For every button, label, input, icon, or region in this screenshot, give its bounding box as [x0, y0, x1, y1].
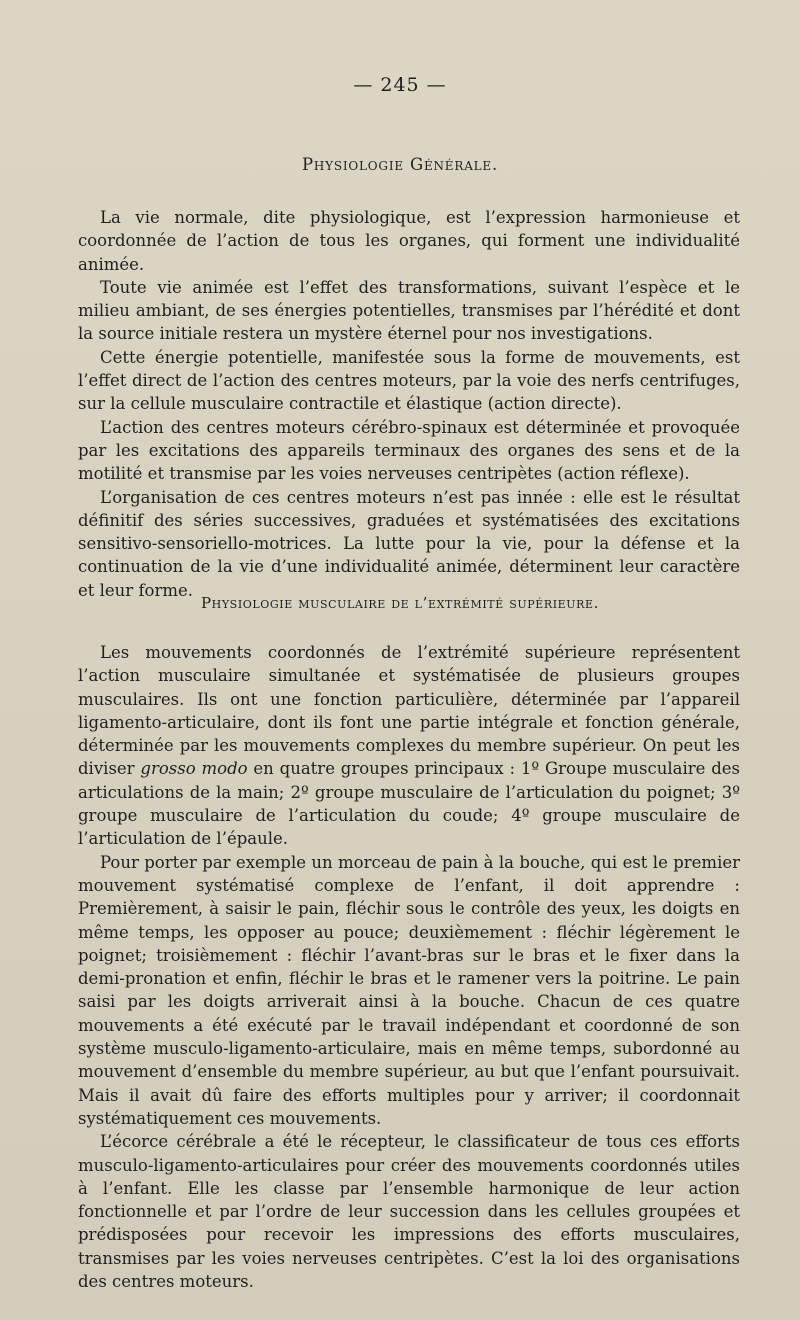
paragraph: La vie normale, dite physiologique, est l’expression harmonieuse et coordonnée de l’action de tous les organes, qui forment une individualité animée. — [78, 208, 740, 274]
paragraph: Pour porter par exemple un morceau de pain à la bouche, qui est le premier mouvement systématisé complexe de l’enfant, il doit apprendre : Premièrement, à saisir le pain, fléchir sous le contrôle des yeux, les doigts en même temps, les opposer au pouce; deuxièmement : fléchir légèrement le poignet; troisièmement : fléchir l’avant-bras sur le bras et le fixer dans la demi-pronation et enfin, fléchir le bras et le ramener vers la poitrine. Le pain saisi par les doigts arriverait ainsi à la bouche. Chacun de ces quatre mouvements a été exécuté par le travail indépendant et coordonné de son système musculo-ligamento-articulaire, mais en même temps, subordonné au mouvement d’ensemble du membre supérieur, au but que l’enfant poursuivait. Mais il avait dû faire des efforts multiples pour y arriver; il coordonnait systématiquement ces mouvements. — [78, 852, 740, 1128]
page-number: — 245 — — [353, 74, 447, 96]
paragraph: L’action des centres moteurs cérébro-spinaux est déterminée et provoquée par les excitations des appareils terminaux des organes des sens et de la motilité et transmise par les voies nerveuses centripètes (action réflexe). — [78, 417, 740, 484]
section-title-physiologie-generale: Physiologie Générale. — [301, 155, 499, 174]
paragraph-text: Les mouvements coordonnés de l’extrémité supérieure représentent l’action musculaire simultanée et systématisée de plusieurs groupes musculaires. Ils ont une fonction particulière, déterminée par l’appareil ligamento-articulaire, dont ils font une partie intégrale et fonction générale, déterminée par les mouvements complexes du membre supérieur. On peut les diviser — [78, 643, 740, 779]
section-title-physiologie-musculaire: Physiologie musculaire de l’extrémité supérieure. — [200, 594, 600, 612]
paragraph: L’écorce cérébrale a été le récepteur, le classificateur de tous ces efforts musculo-ligamento-articulaires pour créer des mouvements coordonnés utiles à l’enfant. Elle les classe par l’ensemble harmonique de leur action fonctionnelle et par l’ordre de leur succession dans les cellules groupées et prédisposées pour recevoir les impressions des efforts musculaires, transmises par les voies nerveuses centripètes. C’est la loi des organisations des centres moteurs. — [78, 1132, 740, 1292]
paragraph — [78, 641, 740, 851]
italic-phrase: grosso modo — [140, 759, 248, 779]
paragraph: Cette énergie potentielle, manifestée sous la forme de mouvements, est l’effet direct de l’action des centres moteurs, par la voie des nerfs centrifuges, sur la cellule musculaire contractile et élastique (action directe). — [78, 347, 740, 414]
section-physiologie-generale-body — [78, 206, 740, 602]
paragraph: L’organisation de ces centres moteurs n’est pas innée : elle est le résultat définitif des séries successives, graduées et systématisées des excitations sensitivo-sensoriello-motrices. La lutte pour la vie, pour la défense et la continuation de la vie d’une individualité animée, déterminent leur caractère et leur forme. — [78, 487, 740, 600]
section-physiologie-musculaire-body — [78, 641, 740, 1293]
paragraph-text: en quatre groupes principaux : 1º Groupe musculaire des articulations de la main; 2º groupe musculaire de l’articulation du poignet; 3º groupe musculaire de l’articulation du coude; 4º groupe musculaire de l’articulation de l’épaule. — [78, 759, 741, 849]
paragraph: Toute vie animée est l’effet des transformations, suivant l’espèce et le milieu ambiant, de ses énergies potentielles, transmises par l’hérédité et dont la source initiale restera un mystère éternel pour nos investigations. — [78, 277, 740, 344]
